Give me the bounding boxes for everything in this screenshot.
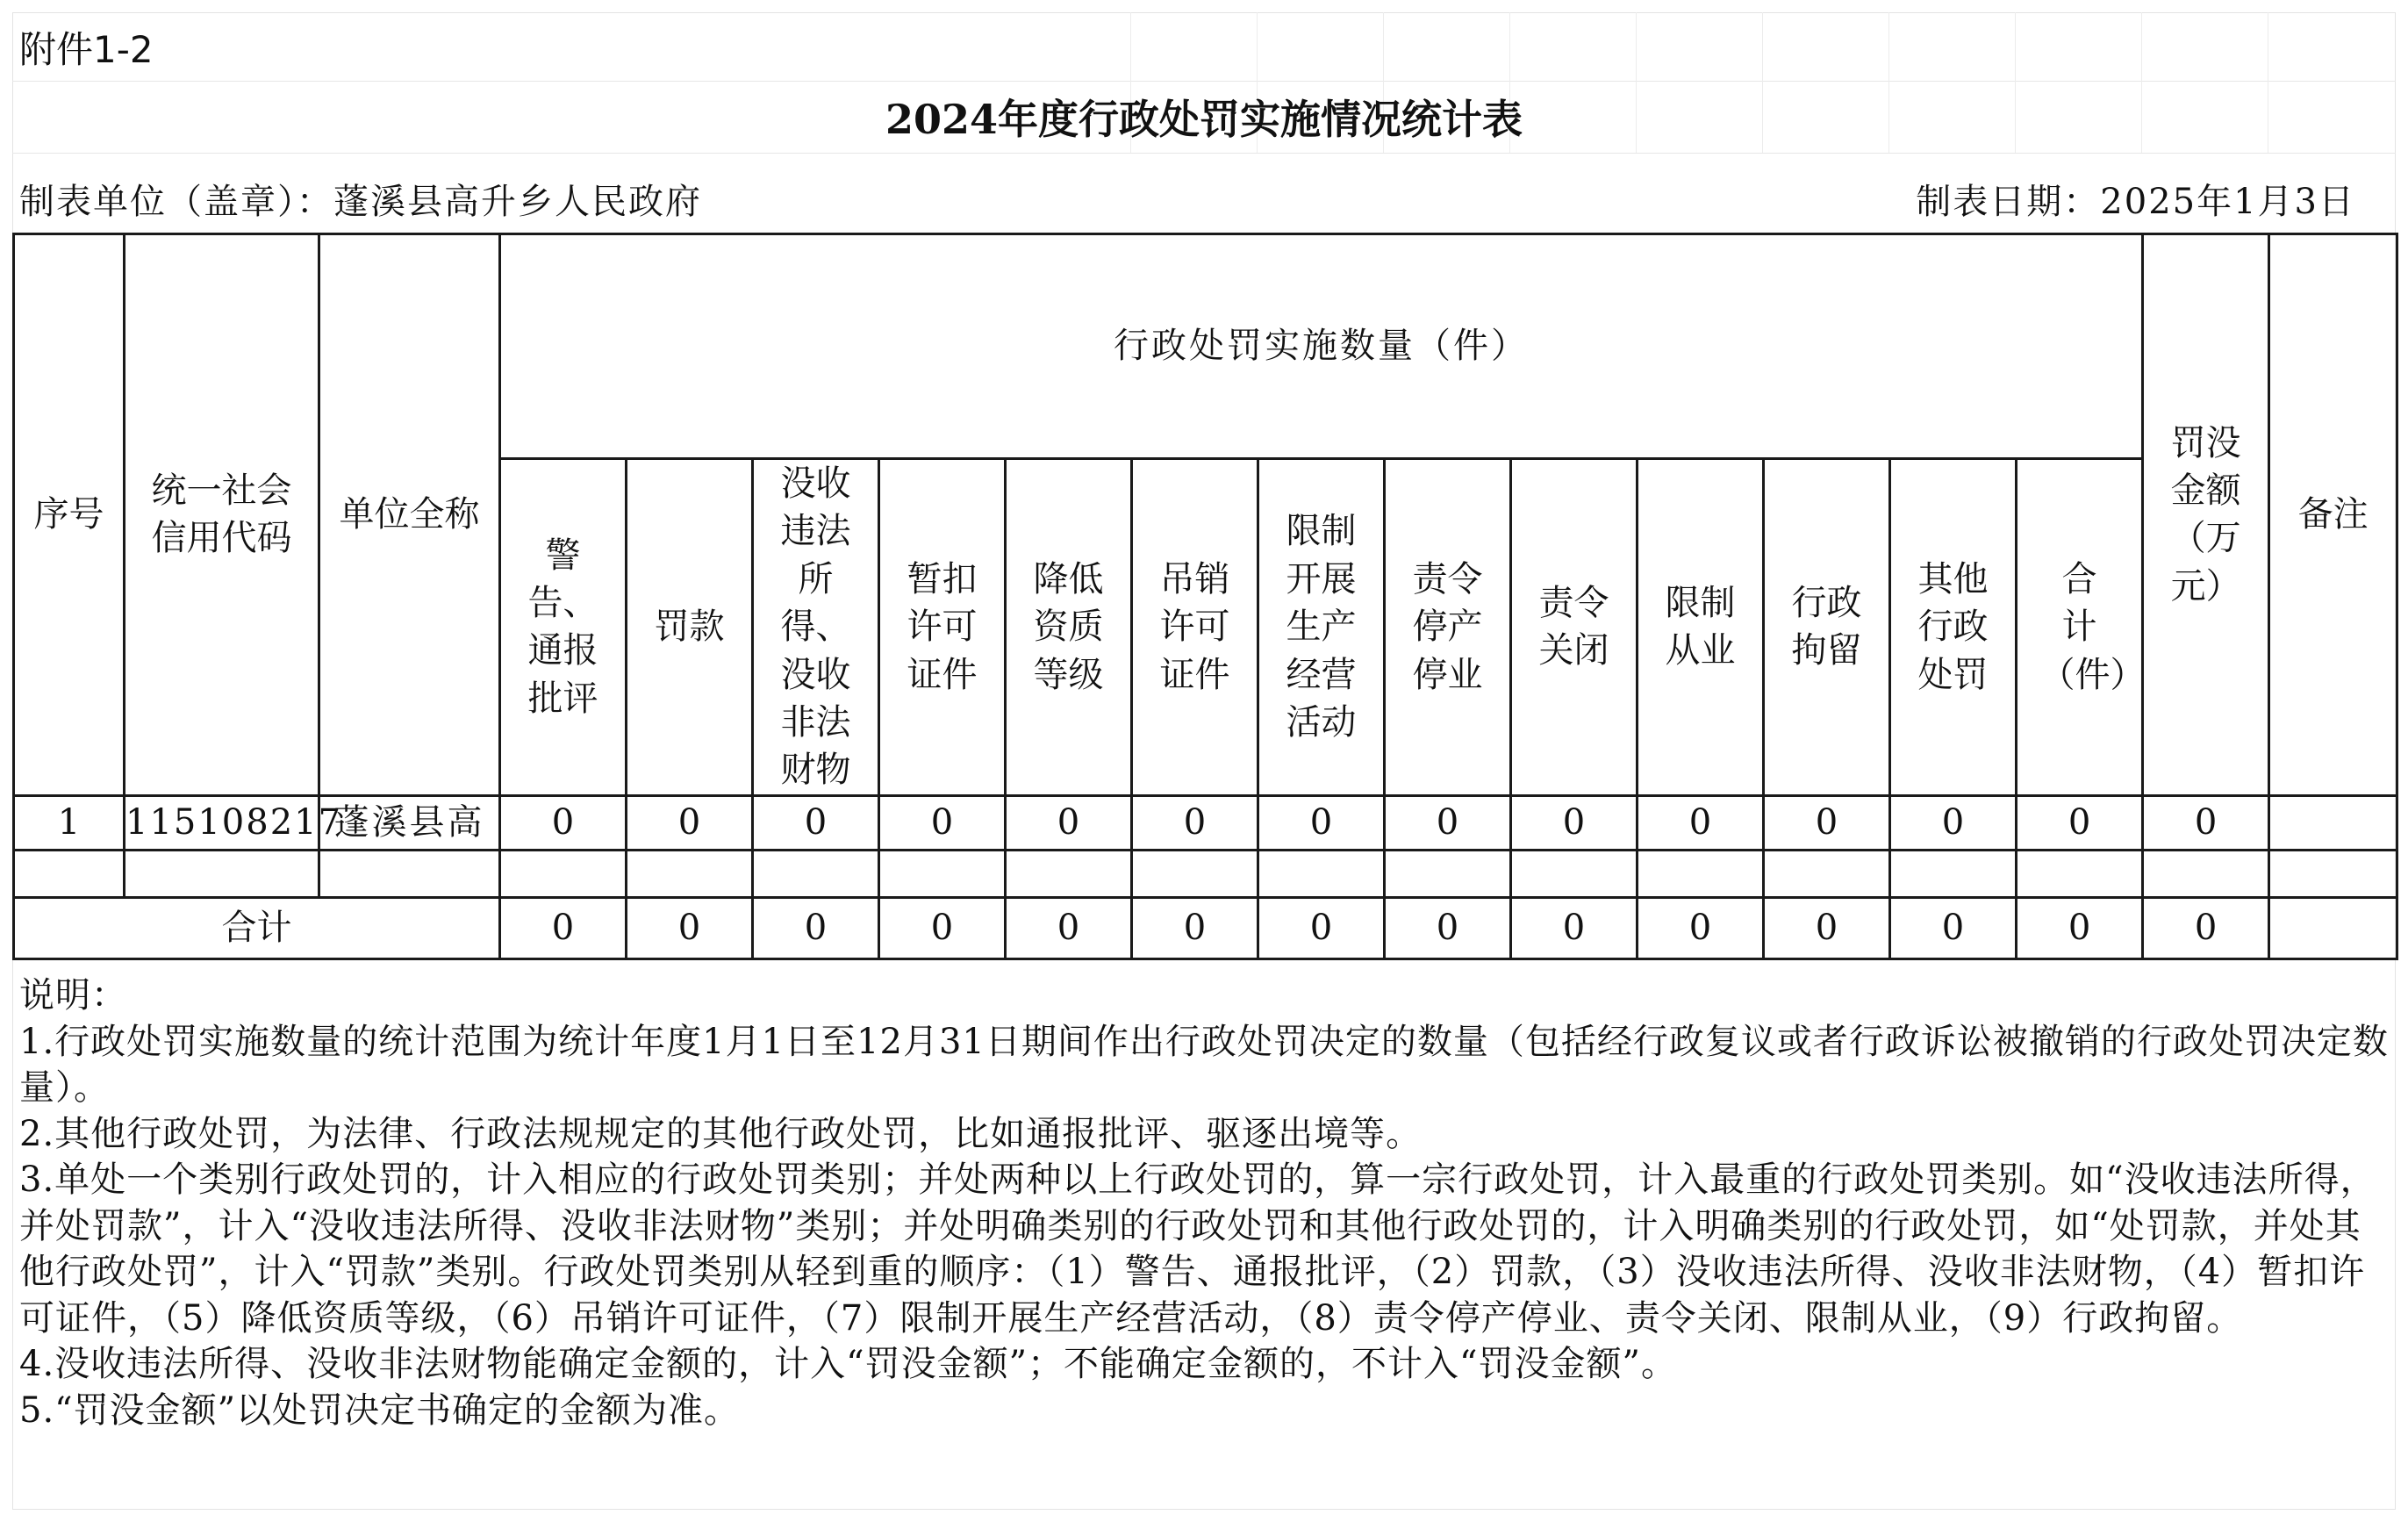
header-category [1511,459,1638,796]
header-category-label: 警告、通报批评 [527,535,598,719]
total-row [14,897,2397,958]
header-category [500,459,627,796]
empty-cell [1006,850,1132,897]
header-category-label: 合 计（件） [2039,558,2146,695]
header-unit-name-label: 单位全称 [339,493,480,535]
table-row-empty [14,850,2397,897]
note-item: 2.其他行政处罚，为法律、行政法规规定的其他行政处罚，比如通报批评、驱逐出境等。 [19,1113,1423,1154]
header-category-label: 限制从业 [1665,582,1736,671]
header-category [1890,459,2017,796]
cell-credit-code: 115108217 [125,795,319,850]
header-category [1638,459,1764,796]
total-count: 0 [1764,897,1890,958]
empty-cell [500,850,627,897]
header-category-label: 吊销许可证件 [1159,558,1230,695]
note-item: 3.单处一个类别行政处罚的，计入相应的行政处罚类别；并处两种以上行政处罚的，算一宗行政处罚，计入最重的行政处罚类别。如“没收违法所得，并处罚款”，计入“没收违法所得、没收非法财物”类别；并处明确类别的行政处罚和其他行政处罚的，计入明确类别的行政处罚，如“处罚款，并处其他行政处罚”，计入“罚款”类别。行政处罚类别从轻到重的顺序：（1）警告、通报批评，（2）罚款，（3）没收违法所得、没收非法财物，（4）暂扣许可证件，（5）降低资质等级，（6）吊销许可证件，（7）限制开展生产经营活动，（8）责令停产停业、责令关闭、限制从业，（9）行政拘留。 [19,1159,2376,1339]
empty-cell [1638,850,1764,897]
cell-count: 0 [1764,795,1890,850]
cell-remarks [2269,795,2397,850]
grid-line [12,81,2396,82]
total-count: 0 [1511,897,1638,958]
header-category-label: 暂扣许可证件 [907,558,978,695]
header-category-label: 罚款 [654,607,725,648]
notes-section [19,973,2389,1433]
header-credit-code [125,234,319,796]
empty-cell [1385,850,1511,897]
total-count: 0 [500,897,627,958]
cell-count: 0 [879,795,1006,850]
total-count: 0 [1385,897,1511,958]
header-unit-name [319,234,500,796]
cell-count: 0 [1385,795,1511,850]
page-title: 2024年度行政处罚实施情况统计表 [885,96,1523,143]
header-category [1006,459,1132,796]
header-amount-label: 罚没金额（万元） [2170,422,2241,607]
cell-count: 0 [500,795,627,850]
empty-cell [319,850,500,897]
header-category-label: 责令停产停业 [1412,558,1483,695]
note-item: 5.“罚没金额”以处罚决定书确定的金额为准。 [19,1389,741,1431]
cell-count: 0 [627,795,753,850]
cell-count: 0 [1511,795,1638,850]
total-label: 合计 [14,897,500,958]
empty-cell [879,850,1006,897]
header-category [1258,459,1385,796]
cell-count: 0 [1132,795,1258,850]
header-category [879,459,1006,796]
cell-count: 0 [1638,795,1764,850]
empty-cell [627,850,753,897]
cell-count: 0 [1006,795,1132,850]
header-seq [14,234,125,796]
total-count: 0 [1258,897,1385,958]
header-category-label: 其他行政处罚 [1917,558,1989,695]
header-amount [2143,234,2269,796]
header-remarks-label: 备注 [2297,493,2369,535]
header-group-label: 行政处罚实施数量（件） [1114,326,1530,367]
empty-cell [753,850,879,897]
cell-count-total: 0 [2017,795,2143,850]
header-remarks [2269,234,2397,796]
header-category [627,459,753,796]
header-category [1385,459,1511,796]
attachment-label: 附件1-2 [19,28,154,71]
header-category-label: 行政拘留 [1791,582,1862,671]
empty-cell [1511,850,1638,897]
header-group [500,234,2143,459]
empty-cell [125,850,319,897]
total-count: 0 [879,897,1006,958]
total-amount: 0 [2143,897,2269,958]
total-count: 0 [1890,897,2017,958]
header-category [1132,459,1258,796]
cell-count: 0 [1258,795,1385,850]
cell-amount: 0 [2143,795,2269,850]
note-item: 4.没收违法所得、没收非法财物能确定金额的，计入“罚没金额”；不能确定金额的，不计入“罚没金额”。 [19,1344,1677,1384]
grid-line [12,153,2396,154]
note-item: 1.行政处罚实施数量的统计范围为统计年度1月1日至12月31日期间作出行政处罚决定的数量（包括经行政复议或者行政诉讼被撤销的行政处罚决定数量）。 [19,1021,2389,1108]
total-remarks [2269,897,2397,958]
total-count-sum: 0 [2017,897,2143,958]
header-category-label: 降低资质等级 [1033,558,1104,695]
empty-cell [1764,850,1890,897]
preparing-unit: 制表单位（盖章）：蓬溪县高升乡人民政府 [19,182,702,222]
statistics-table [12,233,2398,960]
total-count: 0 [1132,897,1258,958]
empty-cell [2017,850,2143,897]
header-credit-code-label: 统一社会信用代码 [151,470,292,559]
header-category [2017,459,2146,796]
header-category [753,459,879,796]
preparation-date: 制表日期：2025年1月3日 [1916,182,2355,222]
notes-heading: 说明： [19,975,127,1016]
empty-cell [14,850,125,897]
cell-unit-name: 蓬溪县高 [319,795,500,850]
header-category [1764,459,1890,796]
total-count: 0 [1638,897,1764,958]
header-category-label: 责令关闭 [1538,582,1609,671]
header-category-label: 没收违法所得、没收非法财物 [780,463,851,791]
cell-count: 0 [1890,795,2017,850]
empty-cell [2143,850,2269,897]
total-count: 0 [753,897,879,958]
header-category-label: 限制开展生产经营活动 [1286,511,1357,743]
empty-cell [2269,850,2397,897]
header-seq-label: 序号 [33,493,104,535]
empty-cell [1132,850,1258,897]
empty-cell [1258,850,1385,897]
total-count: 0 [627,897,753,958]
total-count: 0 [1006,897,1132,958]
cell-count: 0 [753,795,879,850]
empty-cell [1890,850,2017,897]
table-row [14,795,2397,850]
cell-seq: 1 [14,795,125,850]
